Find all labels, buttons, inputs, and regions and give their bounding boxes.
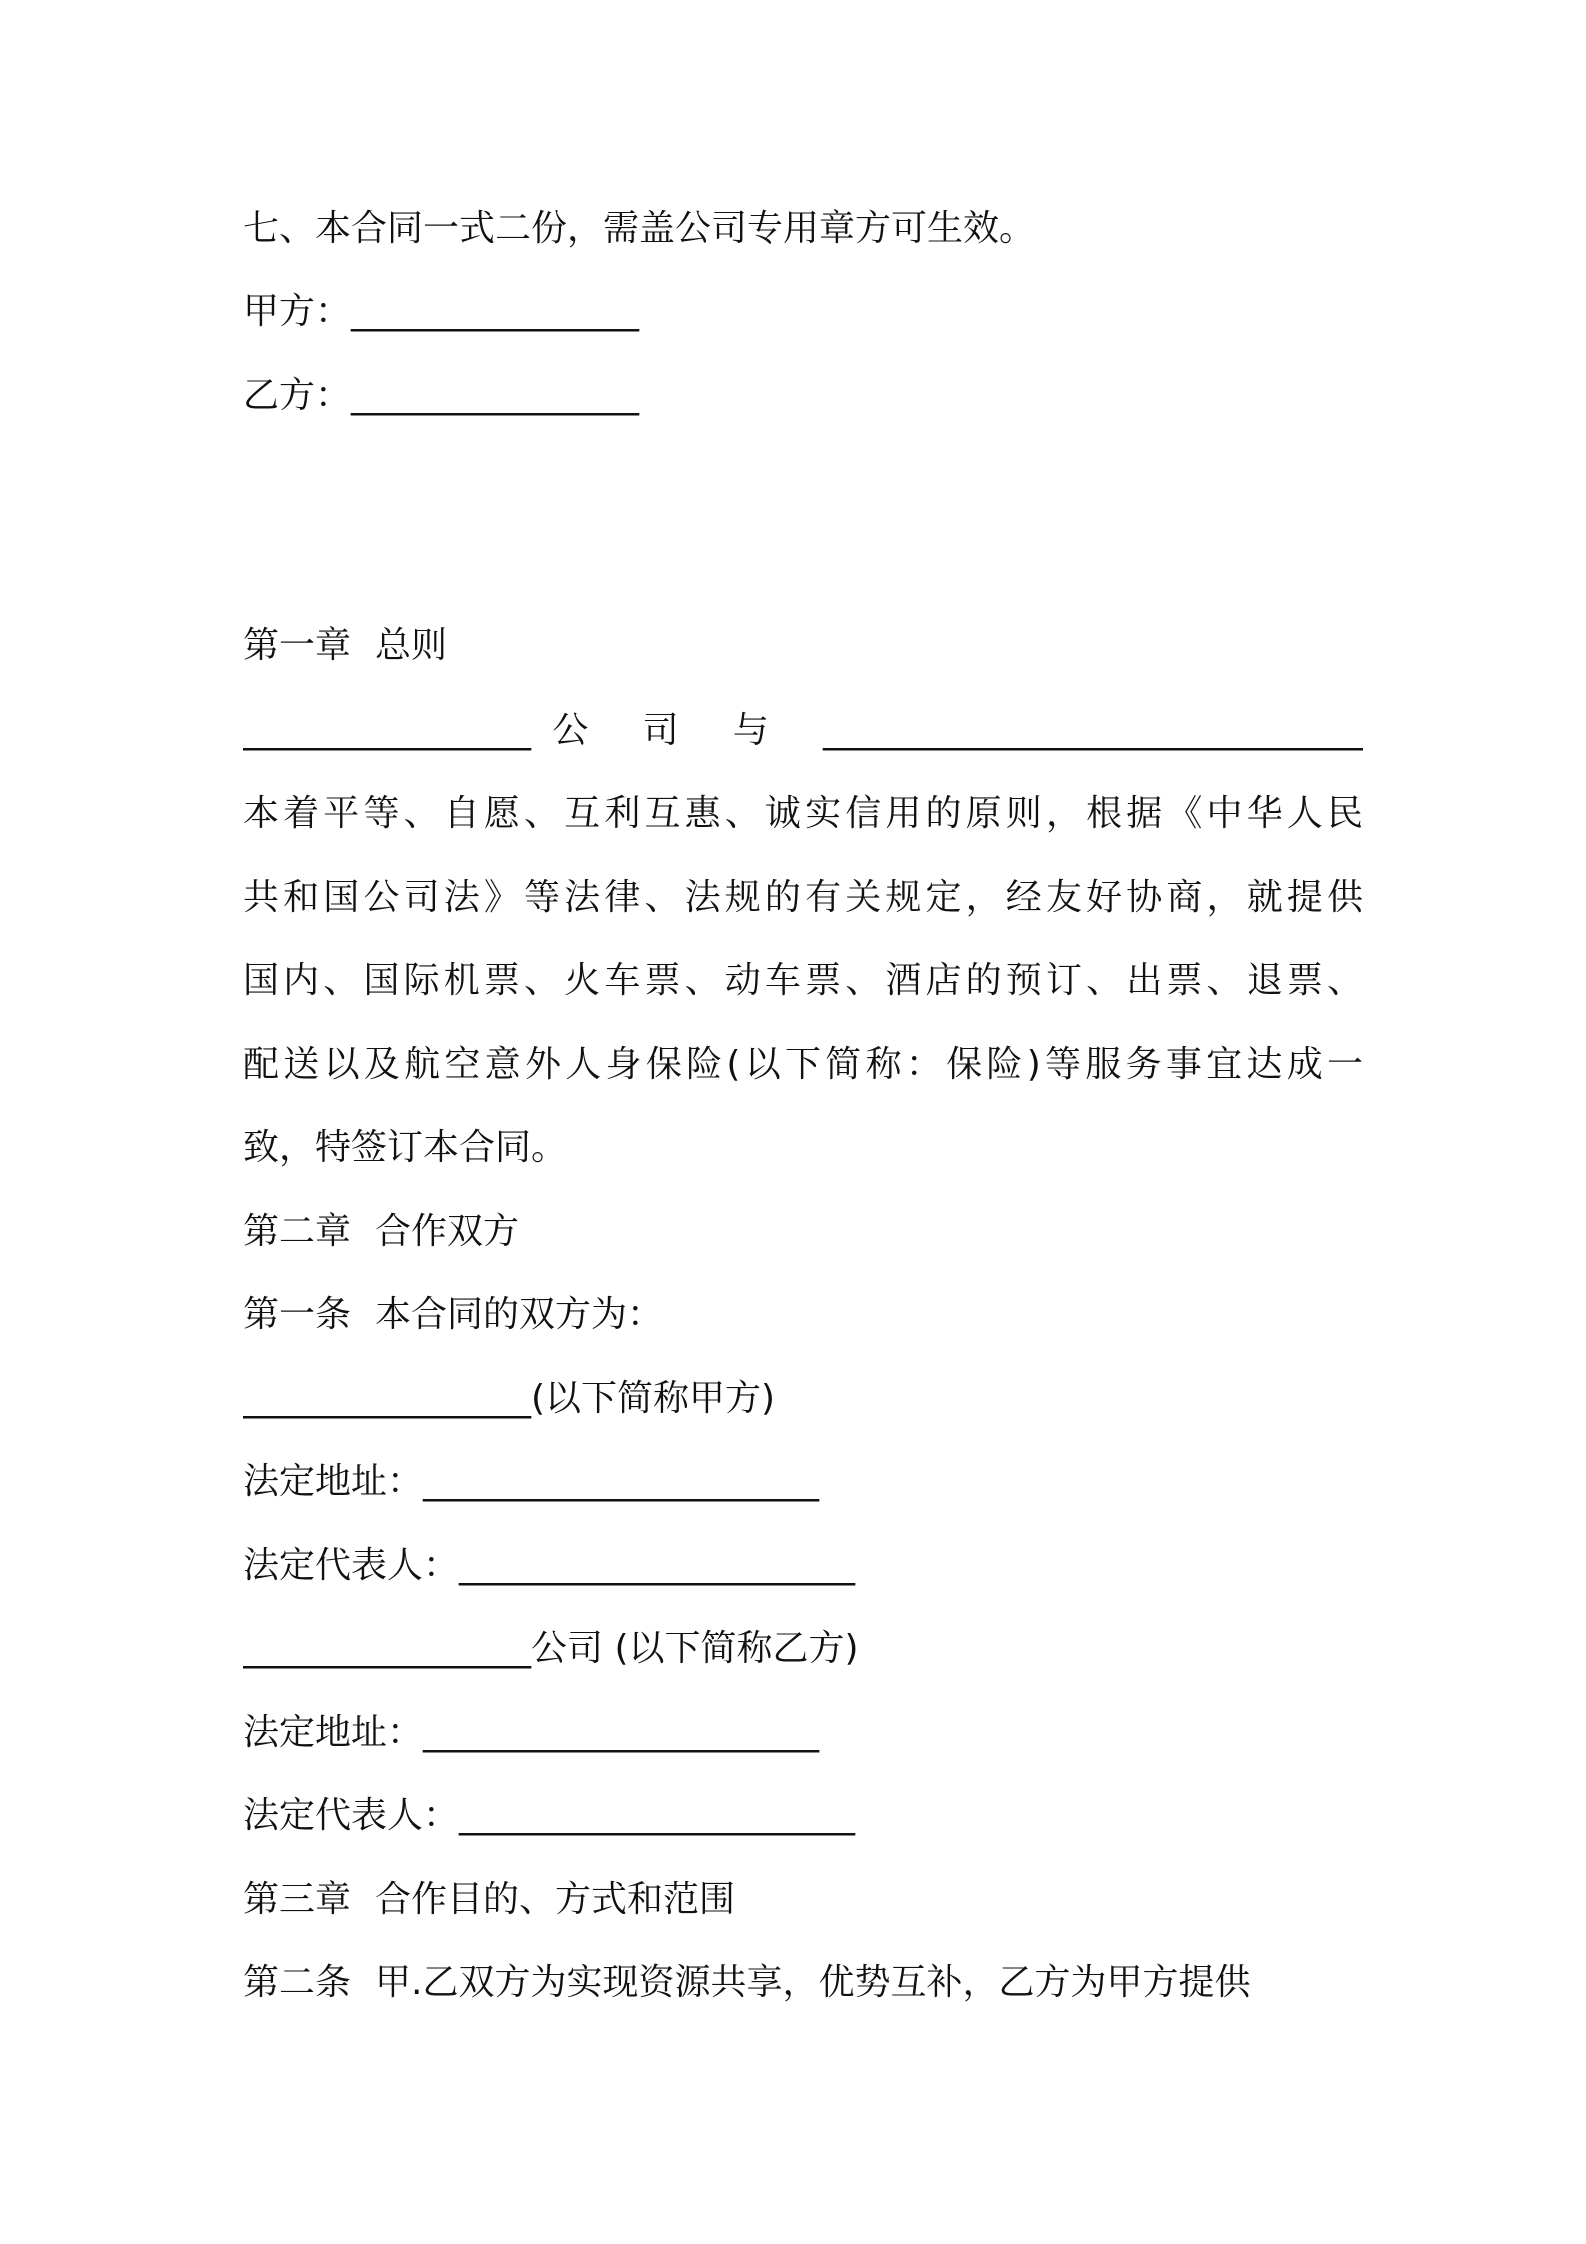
- party-a-name-line: ________________(以下简称甲方): [243, 1378, 776, 1419]
- chapter-one-label: 第一章: [243, 625, 352, 666]
- chapter-three-label: 第三章: [243, 1879, 352, 1920]
- chapter-two-heading: [243, 1208, 1363, 1256]
- intro-paragraph-line-4: 国内、国际机票、火车票、动车票、酒店的预订、出票、退票、: [243, 960, 1363, 1001]
- chapter-two-label: 第二章: [243, 1211, 352, 1252]
- intro-paragraph-line-2: 本着平等、自愿、互利互惠、诚实信用的原则，根据《中华人民: [243, 793, 1363, 834]
- party-b-signature-line: 乙方：________________: [243, 375, 640, 416]
- article-two-text: 甲.乙双方为实现资源共享，优势互补，乙方为甲方提供: [375, 1962, 1251, 2003]
- intro-paragraph-line-6: 致，特签订本合同。: [243, 1127, 568, 1168]
- chapter-three-heading: [243, 1876, 1363, 1924]
- chapter-one-heading: [243, 622, 1363, 670]
- article-two-label: 第二条: [243, 1962, 352, 2003]
- intro-paragraph-line-3: 共和国公司法》等法律、法规的有关规定，经友好协商，就提供: [243, 877, 1363, 918]
- article-one-label: 第一条: [243, 1294, 352, 1335]
- intro-paragraph-line-1: ________________公 司 与 ______________________________: [243, 710, 1363, 751]
- party-a-representative-line: 法定代表人：______________________: [243, 1545, 856, 1586]
- party-b-address-line: 法定地址：______________________: [243, 1712, 820, 1753]
- intro-paragraph-line-5: 配送以及航空意外人身保险(以下简称：保险)等服务事宜达成一: [243, 1044, 1363, 1085]
- party-b-representative-line: 法定代表人：______________________: [243, 1795, 856, 1836]
- party-a-signature-line: 甲方：________________: [243, 291, 640, 332]
- article-one-text: 本合同的双方为：: [375, 1294, 664, 1335]
- party-a-address-line: 法定地址：______________________: [243, 1461, 820, 1502]
- article-two: [243, 1959, 1363, 2007]
- article-one: [243, 1291, 1363, 1339]
- chapter-three-title: 合作目的、方式和范围: [375, 1879, 736, 1920]
- clause-seven: 七、本合同一式二份，需盖公司专用章方可生效。: [243, 208, 1036, 249]
- chapter-two-title: 合作双方: [375, 1211, 520, 1252]
- chapter-one-title: 总则: [375, 625, 448, 666]
- party-b-name-line: ________________公司 (以下简称乙方): [243, 1628, 859, 1669]
